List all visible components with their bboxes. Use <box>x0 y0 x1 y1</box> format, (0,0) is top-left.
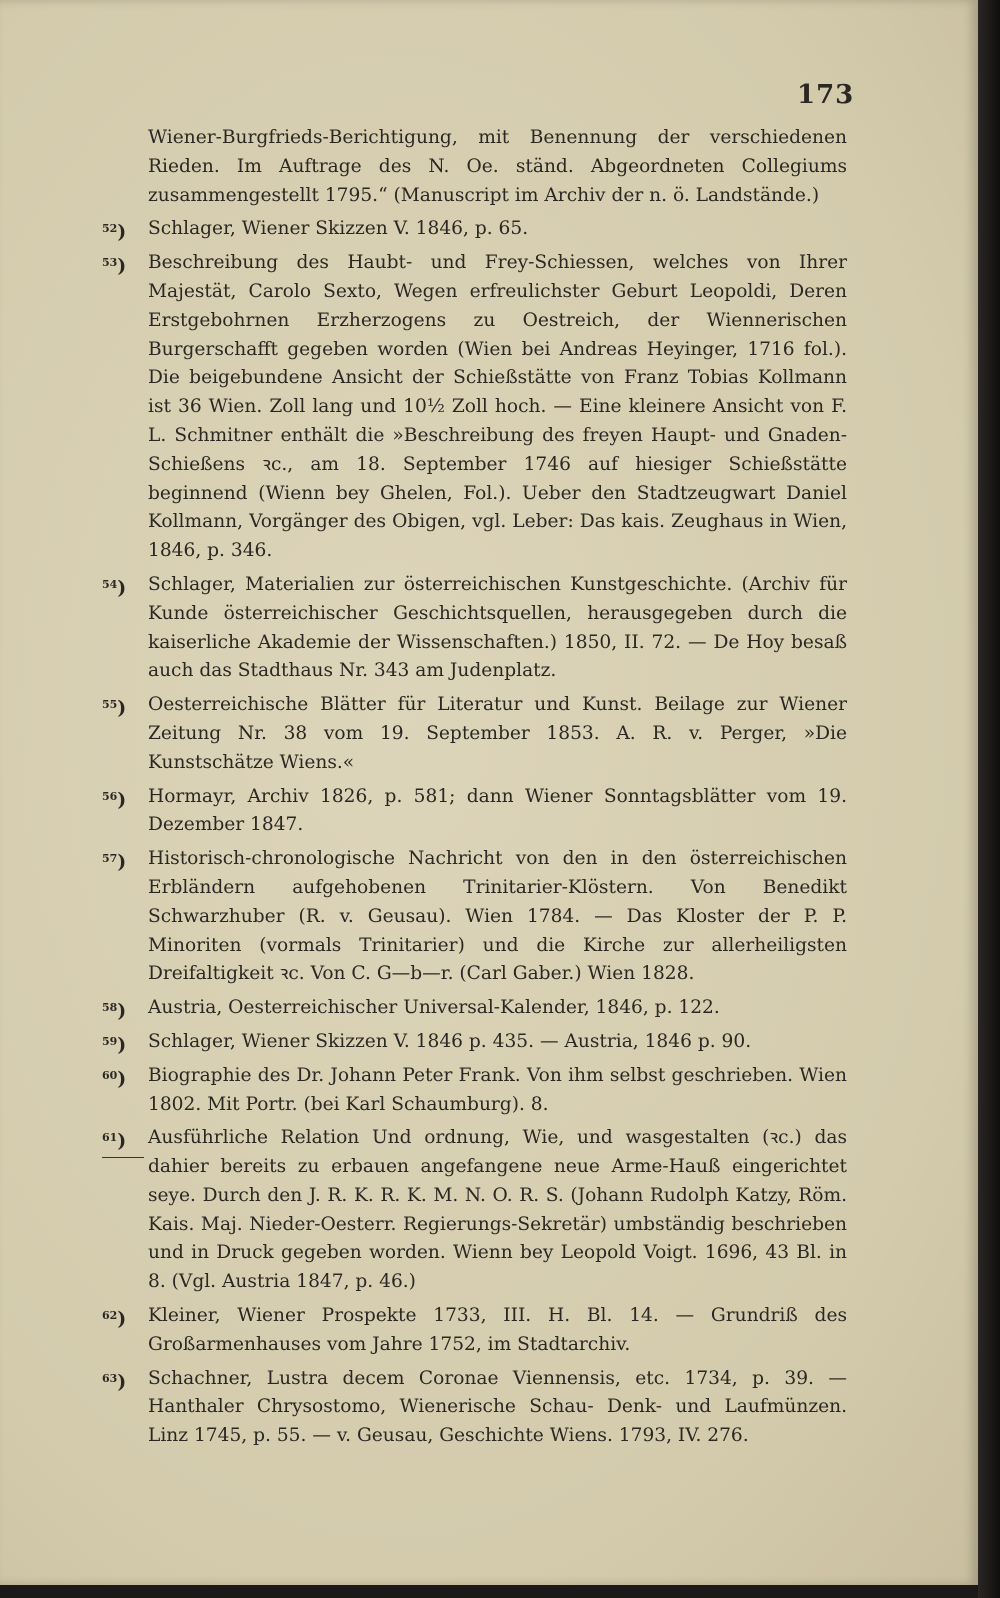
footnote-56 <box>102 783 847 841</box>
footnote-number: $^{55}$) <box>102 698 127 720</box>
footnote-number: $^{63}$) <box>102 1371 127 1393</box>
footnote-text: Wiener-Burgfrieds-Berichtigung, mit Benennung der verschiedenen Rieden. Im Auftrage des N. Oe. ständ. Abgeordneten Collegiums zusammengestellt 1795.“ (Manuscript im Archiv der n. ö. Landstände.) <box>148 127 847 206</box>
footnote-number: $^{61}$) <box>102 1124 144 1158</box>
footnote-text: Schachner, Lustra decem Coronae Viennensis, etc. 1734, p. 39. — Hanthaler Chrysostomo, Wienerische Schau- Denk- und Laufmünzen. Linz 1745, p. 55. — v. Geusau, Geschichte Wiens. 1793, IV. 276. <box>148 1367 847 1447</box>
footnotes <box>102 124 847 1456</box>
footnote-number: $^{53}$) <box>102 256 127 278</box>
footnote-52 <box>102 215 847 244</box>
footnote-text: Schlager, Wiener Skizzen V. 1846 p. 435. — Austria, 1846 p. 90. <box>148 1030 752 1052</box>
footnote-number: $^{62}$) <box>102 1309 127 1331</box>
footnote-61 <box>102 1124 847 1297</box>
footnote-text: Hormayr, Archiv 1826, p. 581; dann Wiener Sonntagsblätter vom 19. Dezember 1847. <box>148 785 847 836</box>
footnote-number: $^{56}$) <box>102 789 127 811</box>
footnote-number: $^{52}$) <box>102 222 127 244</box>
footnote-number: $^{59}$) <box>102 1034 127 1056</box>
footnote-60 <box>102 1062 847 1120</box>
footnote-63 <box>102 1365 847 1451</box>
footnote-57 <box>102 845 847 989</box>
footnote-59 <box>102 1028 847 1057</box>
footnote-54 <box>102 571 847 686</box>
footnote-text: Historisch-chronologische Nachricht von den in den österreichischen Erbländern aufgehobenen Trinitarier-Klöstern. Von Benedikt Schwarzhuber (R. v. Geusau). Wien 1784. — Das Kloster der P. P. Minoriten (vormals Trinitarier) und die Kirche zur allerheiligsten Dreifaltigkeit ꝛc. Von C. G—b—r. (Carl Gaber.) Wien 1828. <box>148 848 847 985</box>
footnote-number: $^{58}$) <box>102 1001 127 1023</box>
book-edge <box>978 0 1000 1598</box>
footnote-58 <box>102 994 847 1023</box>
footnote-text: Schlager, Materialien zur österreichischen Kunstgeschichte. (Archiv für Kunde österreichischer Geschichtsquellen, herausgegeben durch die kaiserliche Akademie der Wissenschaften.) 1850, II. 72. — De Hoy besaß auch das Stadthaus Nr. 343 am Judenplatz. <box>148 573 847 682</box>
footnote-continuation <box>102 124 847 210</box>
footnote-text: Beschreibung des Haubt- und Frey-Schiessen, welches von Ihrer Majestät, Carolo Sexto, Wegen erfreulichster Geburt Leopoldi, Deren Erstgebohrnen Erzherzogens zu Oestreich, der Wiennerischen Burgerschafft gegeben worden (Wien bei Andreas Heyinger, 1716 fol.). Die beigebundene Ansicht der Schießstätte von Franz Tobias Kollmann ist 36 Wien. Zoll lang und 10½ Zoll hoch. — Eine kleinere Ansicht von F. L. Schmitner enthält die »Beschreibung des freyen Haupt- und Gnaden-Schießens ꝛc., am 18. September 1746 auf hiesiger Schießstätte beginnend (Wienn bey Ghelen, Fol.). Ueber den Stadtzeugwart Daniel Kollmann, Vorgänger des Obigen, vgl. Leber: Das kais. Zeughaus in Wien, 1846, p. 346. <box>148 252 847 562</box>
page-number: 173 <box>797 80 855 110</box>
footnote-53 <box>102 249 847 566</box>
footnote-text: Oesterreichische Blätter für Literatur und Kunst. Beilage zur Wiener Zeitung Nr. 38 vom 19. September 1853. A. R. v. Perger, »Die Kunstschätze Wiens.« <box>148 694 847 773</box>
footnote-text: Ausführliche Relation Und ordnung, Wie, und wasgestalten (ꝛc.) das dahier bereits zu erbauen angefangene neue Arme-Hauß eingerichtet seye. Durch den J. R. K. R. K. M. N. O. R. S. (Johann Rudolph Katzy, Röm. Kais. Maj. Nieder-Oesterr. Regierungs-Sekretär) umbständig beschrieben und in Druck gegeben worden. Wienn bey Leopold Voigt. 1696, 43 Bl. in 8. (Vgl. Austria 1847, p. 46.) <box>148 1127 847 1293</box>
footnote-number: $^{60}$) <box>102 1068 127 1090</box>
footnote-number: $^{57}$) <box>102 852 127 874</box>
footnote-62 <box>102 1302 847 1360</box>
footnote-text: Biographie des Dr. Johann Peter Frank. Von ihm selbst geschrieben. Wien 1802. Mit Portr. (bei Karl Schaumburg). 8. <box>148 1064 847 1115</box>
footnote-number: $^{54}$) <box>102 577 127 599</box>
footnote-text: Schlager, Wiener Skizzen V. 1846, p. 65. <box>148 218 529 240</box>
footnote-text: Kleiner, Wiener Prospekte 1733, III. H. Bl. 14. — Grundriß des Großarmenhauses vom Jahre 1752, im Stadtarchiv. <box>148 1305 847 1355</box>
footnote-55 <box>102 691 847 777</box>
footnote-text: Austria, Oesterreichischer Universal-Kalender, 1846, p. 122. <box>148 997 720 1019</box>
